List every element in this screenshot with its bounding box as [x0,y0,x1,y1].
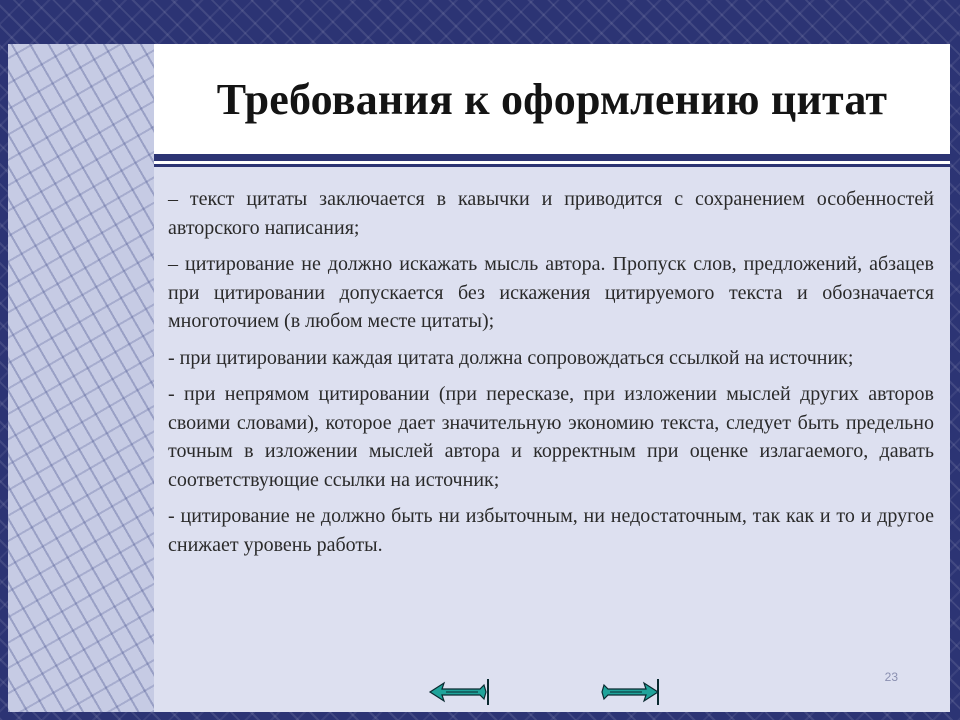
page-number: 23 [884,670,898,684]
paragraph-1: – текст цитаты заключается в кавычки и приводится с сохранением особенностей авторского написания; [168,188,934,239]
title-bar [154,44,950,154]
slide-title: Требования к оформлению цитат [216,74,888,124]
title-divider-thick [154,154,950,161]
paragraph-5: - цитирование не должно быть ни избыточным, ни недостаточным, так как и то и другое снижает уровень работы. [168,505,934,556]
prev-slide-button[interactable] [428,677,492,707]
paragraph-3: - при цитировании каждая цитата должна сопровождаться ссылкой на источник; [168,346,854,369]
arrow-left-icon [430,679,488,705]
content-area [154,167,950,712]
next-slide-button[interactable] [596,677,660,707]
paragraph-4: - при непрямом цитировании (при пересказе, при изложении мыслей других авторов своими словами), которое дает значительную экономию текста, следует быть предельно точным в изложении мыслей автора и корректным при оценке излагаемого, давать соответствующие ссылки на источник; [168,383,934,491]
arrow-right-icon [602,679,658,705]
body-text [168,185,934,567]
paragraph-2: – цитирование не должно искажать мысль автора. Пропуск слов, предложений, абзацев при цитировании допускается без искажения цитируемого текста и обозначается многоточием (в любом месте цитаты); [168,253,934,332]
decorative-pencil-strip [8,44,154,712]
